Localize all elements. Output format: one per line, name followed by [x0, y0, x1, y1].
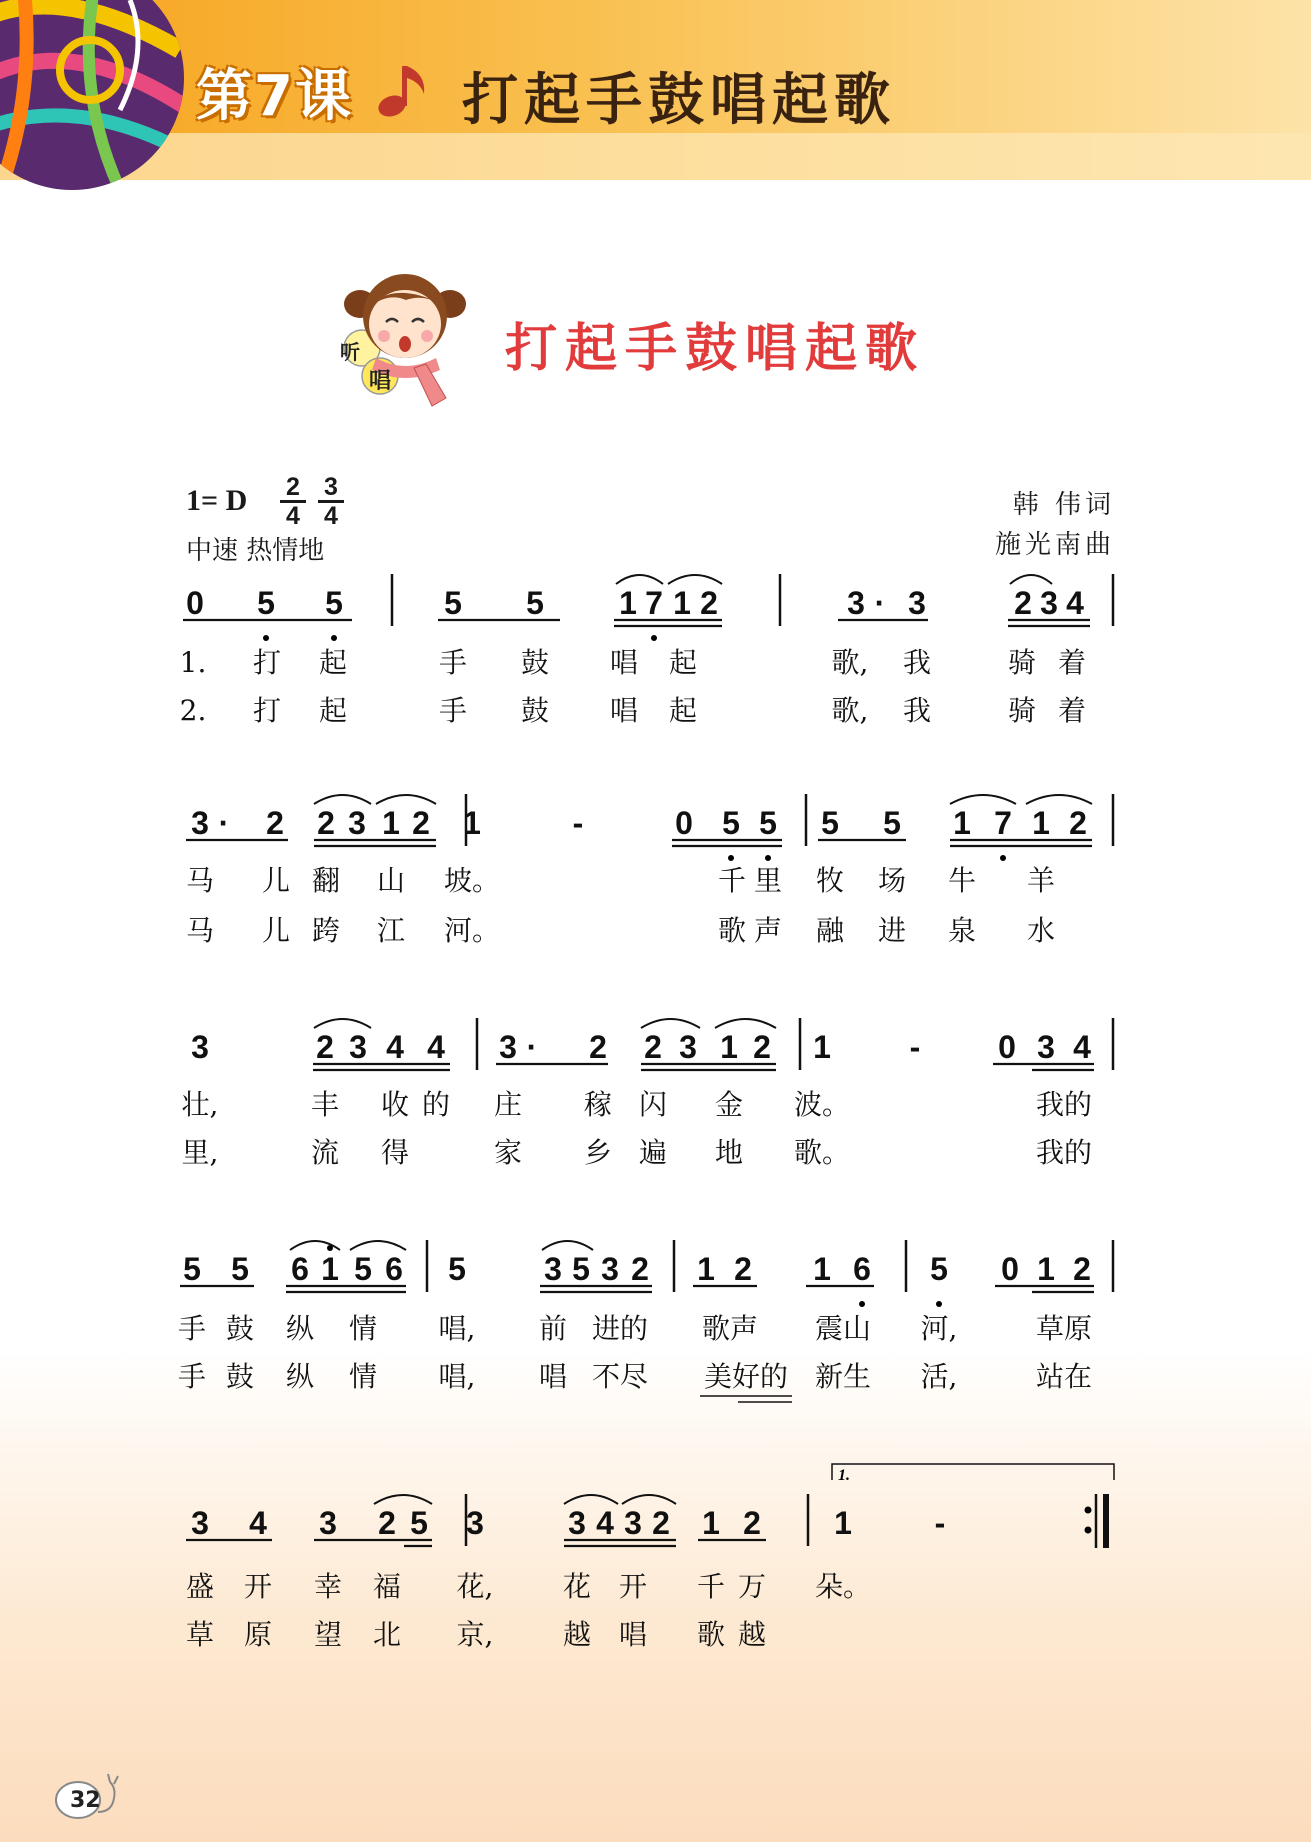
lyric-verse-2: 新生: [814, 1360, 872, 1393]
jianpu-note: 6: [853, 1251, 871, 1287]
low-octave-dot: [765, 855, 771, 861]
jianpu-note: 0: [186, 585, 204, 621]
slur-arc: [350, 1241, 406, 1250]
jianpu-note: 3: [319, 1505, 337, 1541]
lyric-verse-2: 情: [348, 1360, 378, 1393]
jianpu-note: 5: [410, 1505, 428, 1541]
jianpu-note: 2: [743, 1505, 761, 1541]
jianpu-note: 1: [720, 1029, 738, 1065]
page-number: 32: [70, 1788, 101, 1813]
jianpu-note: 3: [568, 1505, 586, 1541]
jianpu-note: 1: [1037, 1251, 1055, 1287]
lyric-verse-1: 起: [668, 646, 698, 679]
slur-arc: [314, 1019, 371, 1028]
lyric-verse-2: 歌: [717, 914, 747, 947]
lyric-verse-1: 场: [877, 864, 907, 897]
lyric-verse-1: 金: [714, 1088, 744, 1121]
jianpu-note: 1: [382, 805, 400, 841]
lyric-verse-1: 歌声: [701, 1312, 759, 1345]
jianpu-note: 1: [619, 585, 637, 621]
lyric-verse-2: 京,: [456, 1618, 494, 1651]
slur-arc: [374, 1495, 432, 1504]
lyric-verse-2: 跨: [311, 914, 341, 947]
time-numerator: 3: [318, 474, 344, 503]
jianpu-note: 2: [1069, 805, 1087, 841]
repeat-dot: [1085, 1527, 1092, 1534]
lyric-verse-1: 坡。: [443, 864, 501, 897]
jianpu-note: ·: [874, 585, 886, 621]
lyric-verse-2: 家: [493, 1136, 523, 1169]
jianpu-note: 1: [1032, 805, 1050, 841]
song-title: 打起手鼓唱起歌: [505, 319, 926, 379]
jianpu-note: 1: [321, 1251, 339, 1287]
jianpu-note: 2: [700, 585, 718, 621]
volta-label: 1.: [838, 1467, 850, 1484]
lyric-verse-2: 歌,: [831, 694, 869, 727]
lyric-verse-2: 鼓: [520, 694, 550, 727]
lyric-verse-1: 波。: [793, 1088, 851, 1121]
lyric-verse-1: 着: [1057, 646, 1087, 679]
jianpu-note: 5: [448, 1251, 466, 1287]
lyric-verse-2: 手: [177, 1360, 207, 1393]
low-octave-dot: [1000, 855, 1006, 861]
lyric-verse-2: 起: [668, 694, 698, 727]
slur-arc: [616, 575, 663, 584]
jianpu-note: 3: [908, 585, 926, 621]
lyric-verse-1: 打: [252, 646, 282, 679]
jianpu-note: 2: [734, 1251, 752, 1287]
lyricist-credit: 韩 伟词: [1012, 490, 1115, 520]
lyric-verse-1: 进的: [591, 1312, 649, 1345]
jianpu-note: 1: [953, 805, 971, 841]
jianpu-note: ·: [218, 805, 230, 841]
lyric-verse-1: 我的: [1035, 1088, 1093, 1121]
jianpu-note: 1: [697, 1251, 715, 1287]
lyric-verse-2: 站在: [1035, 1360, 1093, 1393]
jianpu-note: 4: [386, 1029, 404, 1065]
lyric-verse-2: 着: [1057, 694, 1087, 727]
lyric-verse-1: 花,: [456, 1570, 494, 1603]
jianpu-note: -: [572, 805, 584, 841]
composer-credit: 施光南曲: [994, 530, 1115, 560]
lyric-verse-2: 起: [318, 694, 348, 727]
low-octave-dot: [859, 1301, 865, 1307]
lyric-verse-2: 2.: [179, 694, 207, 727]
jianpu-note: 6: [291, 1251, 309, 1287]
jianpu-note: 5: [759, 805, 777, 841]
lyric-verse-1: 河,: [920, 1312, 958, 1345]
lyric-verse-2: 唱: [609, 694, 639, 727]
lyric-verse-1: 花: [562, 1570, 592, 1603]
lyric-verse-1: 骑: [1007, 646, 1037, 679]
lyric-verse-2: 里,: [181, 1136, 219, 1169]
listen-badge-text: 听: [340, 340, 360, 364]
lyric-verse-2: 唱: [618, 1618, 648, 1651]
lyric-verse-2: 遍: [638, 1136, 668, 1169]
low-octave-dot: [936, 1301, 942, 1307]
jianpu-note: 3: [1040, 585, 1058, 621]
jianpu-note: 1: [702, 1505, 720, 1541]
jianpu-note: 5: [444, 585, 462, 621]
jianpu-note: 4: [596, 1505, 614, 1541]
lyric-verse-2: 乡: [583, 1136, 613, 1169]
lyric-verse-2: 泉: [947, 914, 977, 947]
jianpu-note: 5: [354, 1251, 372, 1287]
jianpu-note: 0: [1001, 1251, 1019, 1287]
jianpu-note: 3: [499, 1029, 517, 1065]
volta-bracket: [832, 1464, 1114, 1480]
slur-arc: [376, 795, 436, 804]
jianpu-note: 5: [572, 1251, 590, 1287]
jianpu-note: 2: [266, 805, 284, 841]
lyric-verse-1: 震山: [814, 1312, 872, 1345]
jianpu-note: 2: [1073, 1251, 1091, 1287]
lyric-verse-1: 纵: [285, 1312, 315, 1345]
jianpu-note: 5: [183, 1251, 201, 1287]
lyric-verse-1: 前: [538, 1312, 568, 1345]
jianpu-note: 0: [675, 805, 693, 841]
lyric-verse-1: 的: [421, 1088, 451, 1121]
slur-arc: [950, 795, 1016, 804]
jianpu-note: 2: [1014, 585, 1032, 621]
jianpu-note: 2: [652, 1505, 670, 1541]
lyric-verse-1: 歌,: [831, 646, 869, 679]
lyric-verse-1: 福: [372, 1570, 402, 1603]
lyric-verse-2: 越: [562, 1618, 592, 1651]
jianpu-note: 2: [589, 1029, 607, 1065]
jianpu-note: 3: [191, 1505, 209, 1541]
jianpu-note: 5: [930, 1251, 948, 1287]
lyric-verse-1: 闪: [638, 1088, 668, 1121]
lesson-title: 打起手鼓唱起歌: [462, 68, 896, 133]
sing-badge-text: 唱: [369, 369, 392, 394]
lyric-verse-1: 羊: [1026, 864, 1056, 897]
key-signature: 1= D: [186, 484, 248, 517]
lyric-verse-2: 打: [252, 694, 282, 727]
lyric-verse-2: 进: [877, 914, 907, 947]
slur-arc: [1010, 575, 1052, 584]
lyric-verse-1: 收: [380, 1088, 410, 1121]
low-octave-dot: [651, 635, 657, 641]
jianpu-note: ·: [526, 1029, 538, 1065]
slur-arc: [622, 1495, 676, 1504]
lyric-verse-1: 鼓: [225, 1312, 255, 1345]
lyric-verse-2: 儿: [261, 914, 291, 947]
jianpu-note: 2: [644, 1029, 662, 1065]
jianpu-note: 3: [348, 805, 366, 841]
jianpu-note: 3: [191, 1029, 209, 1065]
jianpu-note: 2: [753, 1029, 771, 1065]
slur-arc: [1026, 795, 1092, 804]
lyric-verse-2: 地: [714, 1136, 744, 1169]
jianpu-note: 4: [1073, 1029, 1091, 1065]
slur-arc: [564, 1495, 618, 1504]
lyric-verse-2: 美好的: [703, 1360, 789, 1393]
slur-arc: [314, 795, 371, 804]
slur-arc: [641, 1019, 700, 1028]
lyric-verse-1: 唱: [609, 646, 639, 679]
lyric-verse-1: 手: [177, 1312, 207, 1345]
lyric-verse-1: 千: [717, 864, 747, 897]
time-denominator: 4: [324, 502, 338, 530]
lyric-verse-2: 歌: [696, 1618, 726, 1651]
jianpu-note: 5: [821, 805, 839, 841]
lyric-verse-2: 草: [185, 1618, 215, 1651]
jianpu-note: 2: [317, 805, 335, 841]
lyric-verse-1: 万: [737, 1570, 767, 1603]
lyric-verse-1: 草原: [1035, 1312, 1093, 1345]
jianpu-note: 3: [349, 1029, 367, 1065]
jianpu-note: 0: [998, 1029, 1016, 1065]
lyric-verse-1: 翻: [311, 864, 341, 897]
jianpu-note: -: [934, 1505, 946, 1541]
lyric-verse-1: 山: [376, 864, 406, 897]
jianpu-note: 5: [883, 805, 901, 841]
jianpu-note: 2: [316, 1029, 334, 1065]
jianpu-note: 5: [526, 585, 544, 621]
jianpu-note: 5: [325, 585, 343, 621]
jianpu-note: 7: [645, 585, 663, 621]
jianpu-note: 1: [834, 1505, 852, 1541]
jianpu-note: 6: [385, 1251, 403, 1287]
low-octave-dot: [263, 635, 269, 641]
jianpu-note: 1: [673, 585, 691, 621]
lyric-verse-1: 鼓: [520, 646, 550, 679]
lyric-verse-2: 融: [815, 914, 845, 947]
slur-arc: [715, 1019, 776, 1028]
lyric-verse-2: 鼓: [225, 1360, 255, 1393]
lyric-verse-1: 千: [696, 1570, 726, 1603]
lyric-verse-2: 河。: [443, 914, 501, 947]
jianpu-note: 2: [631, 1251, 649, 1287]
lyric-verse-1: 唱,: [438, 1312, 476, 1345]
lyric-verse-1: 开: [243, 1570, 273, 1603]
jianpu-note: 2: [412, 805, 430, 841]
jianpu-note: 5: [722, 805, 740, 841]
lyric-verse-2: 手: [438, 694, 468, 727]
lyric-verse-1: 幸: [313, 1570, 343, 1603]
lyric-verse-1: 1.: [179, 646, 207, 679]
jianpu-note: 1: [463, 805, 481, 841]
lyric-verse-2: 唱,: [438, 1360, 476, 1393]
lesson-number: 第7课: [196, 64, 353, 129]
jianpu-note: -: [909, 1029, 921, 1065]
slur-arc: [668, 575, 722, 584]
lyric-verse-2: 望: [313, 1618, 343, 1651]
lyric-verse-1: 我: [902, 646, 932, 679]
lyric-verse-2: 我的: [1035, 1136, 1093, 1169]
lyric-verse-1: 牧: [815, 864, 845, 897]
low-octave-dot: [728, 855, 734, 861]
lyric-verse-2: 原: [243, 1618, 273, 1651]
lyric-verse-2: 歌。: [793, 1136, 851, 1169]
lyric-verse-2: 越: [737, 1618, 767, 1651]
lyric-verse-2: 不尽: [591, 1360, 649, 1393]
lyric-verse-2: 北: [372, 1618, 402, 1651]
jianpu-note: 3: [191, 805, 209, 841]
lyric-verse-1: 牛: [947, 864, 977, 897]
lyric-verse-1: 起: [318, 646, 348, 679]
jianpu-note: 1: [813, 1251, 831, 1287]
time-denominator: 4: [286, 502, 300, 530]
lyric-verse-1: 丰: [310, 1088, 340, 1121]
repeat-dot: [1085, 1507, 1092, 1514]
jianpu-note: 3: [466, 1505, 484, 1541]
jianpu-note: 3: [544, 1251, 562, 1287]
lyric-verse-2: 江: [376, 914, 406, 947]
time-numerator: 2: [280, 474, 306, 503]
lyric-verse-1: 马: [185, 864, 215, 897]
lyric-verse-2: 流: [310, 1136, 340, 1169]
jianpu-note: 3: [679, 1029, 697, 1065]
jianpu-note: 5: [231, 1251, 249, 1287]
jianpu-note: 5: [257, 585, 275, 621]
jianpu-note: 3: [624, 1505, 642, 1541]
lyric-verse-2: 声: [753, 914, 783, 947]
jianpu-note: 4: [427, 1029, 445, 1065]
slur-arc: [542, 1241, 593, 1250]
jianpu-note: 3: [1037, 1029, 1055, 1065]
lyric-verse-1: 朵。: [814, 1570, 872, 1603]
jianpu-note: 2: [378, 1505, 396, 1541]
lyric-verse-2: 马: [185, 914, 215, 947]
lyric-verse-2: 唱: [538, 1360, 568, 1393]
lyric-verse-1: 里: [753, 864, 783, 897]
lyric-verse-2: 活,: [920, 1360, 958, 1393]
lyric-verse-1: 庄: [493, 1088, 523, 1121]
lyric-verse-2: 骑: [1007, 694, 1037, 727]
lyric-verse-1: 手: [438, 646, 468, 679]
jianpu-note: 3: [847, 585, 865, 621]
lyric-verse-1: 开: [618, 1570, 648, 1603]
tempo-marking: 中速 热情地: [186, 536, 325, 566]
jianpu-note: 3: [601, 1251, 619, 1287]
jianpu-note: 4: [249, 1505, 267, 1541]
lyric-verse-1: 儿: [261, 864, 291, 897]
lyric-verse-1: 盛: [185, 1570, 215, 1603]
jianpu-note: 4: [1066, 585, 1084, 621]
lyric-verse-2: 得: [380, 1136, 410, 1169]
low-octave-dot: [331, 635, 337, 641]
lyric-verse-1: 壮,: [181, 1088, 219, 1121]
lyric-verse-2: 我: [902, 694, 932, 727]
lyric-verse-1: 稼: [583, 1088, 613, 1121]
lyric-verse-2: 纵: [285, 1360, 315, 1393]
lyric-verse-1: 情: [348, 1312, 378, 1345]
jianpu-note: 1: [813, 1029, 831, 1065]
jianpu-note: 7: [994, 805, 1012, 841]
lyric-verse-2: 水: [1026, 914, 1056, 947]
